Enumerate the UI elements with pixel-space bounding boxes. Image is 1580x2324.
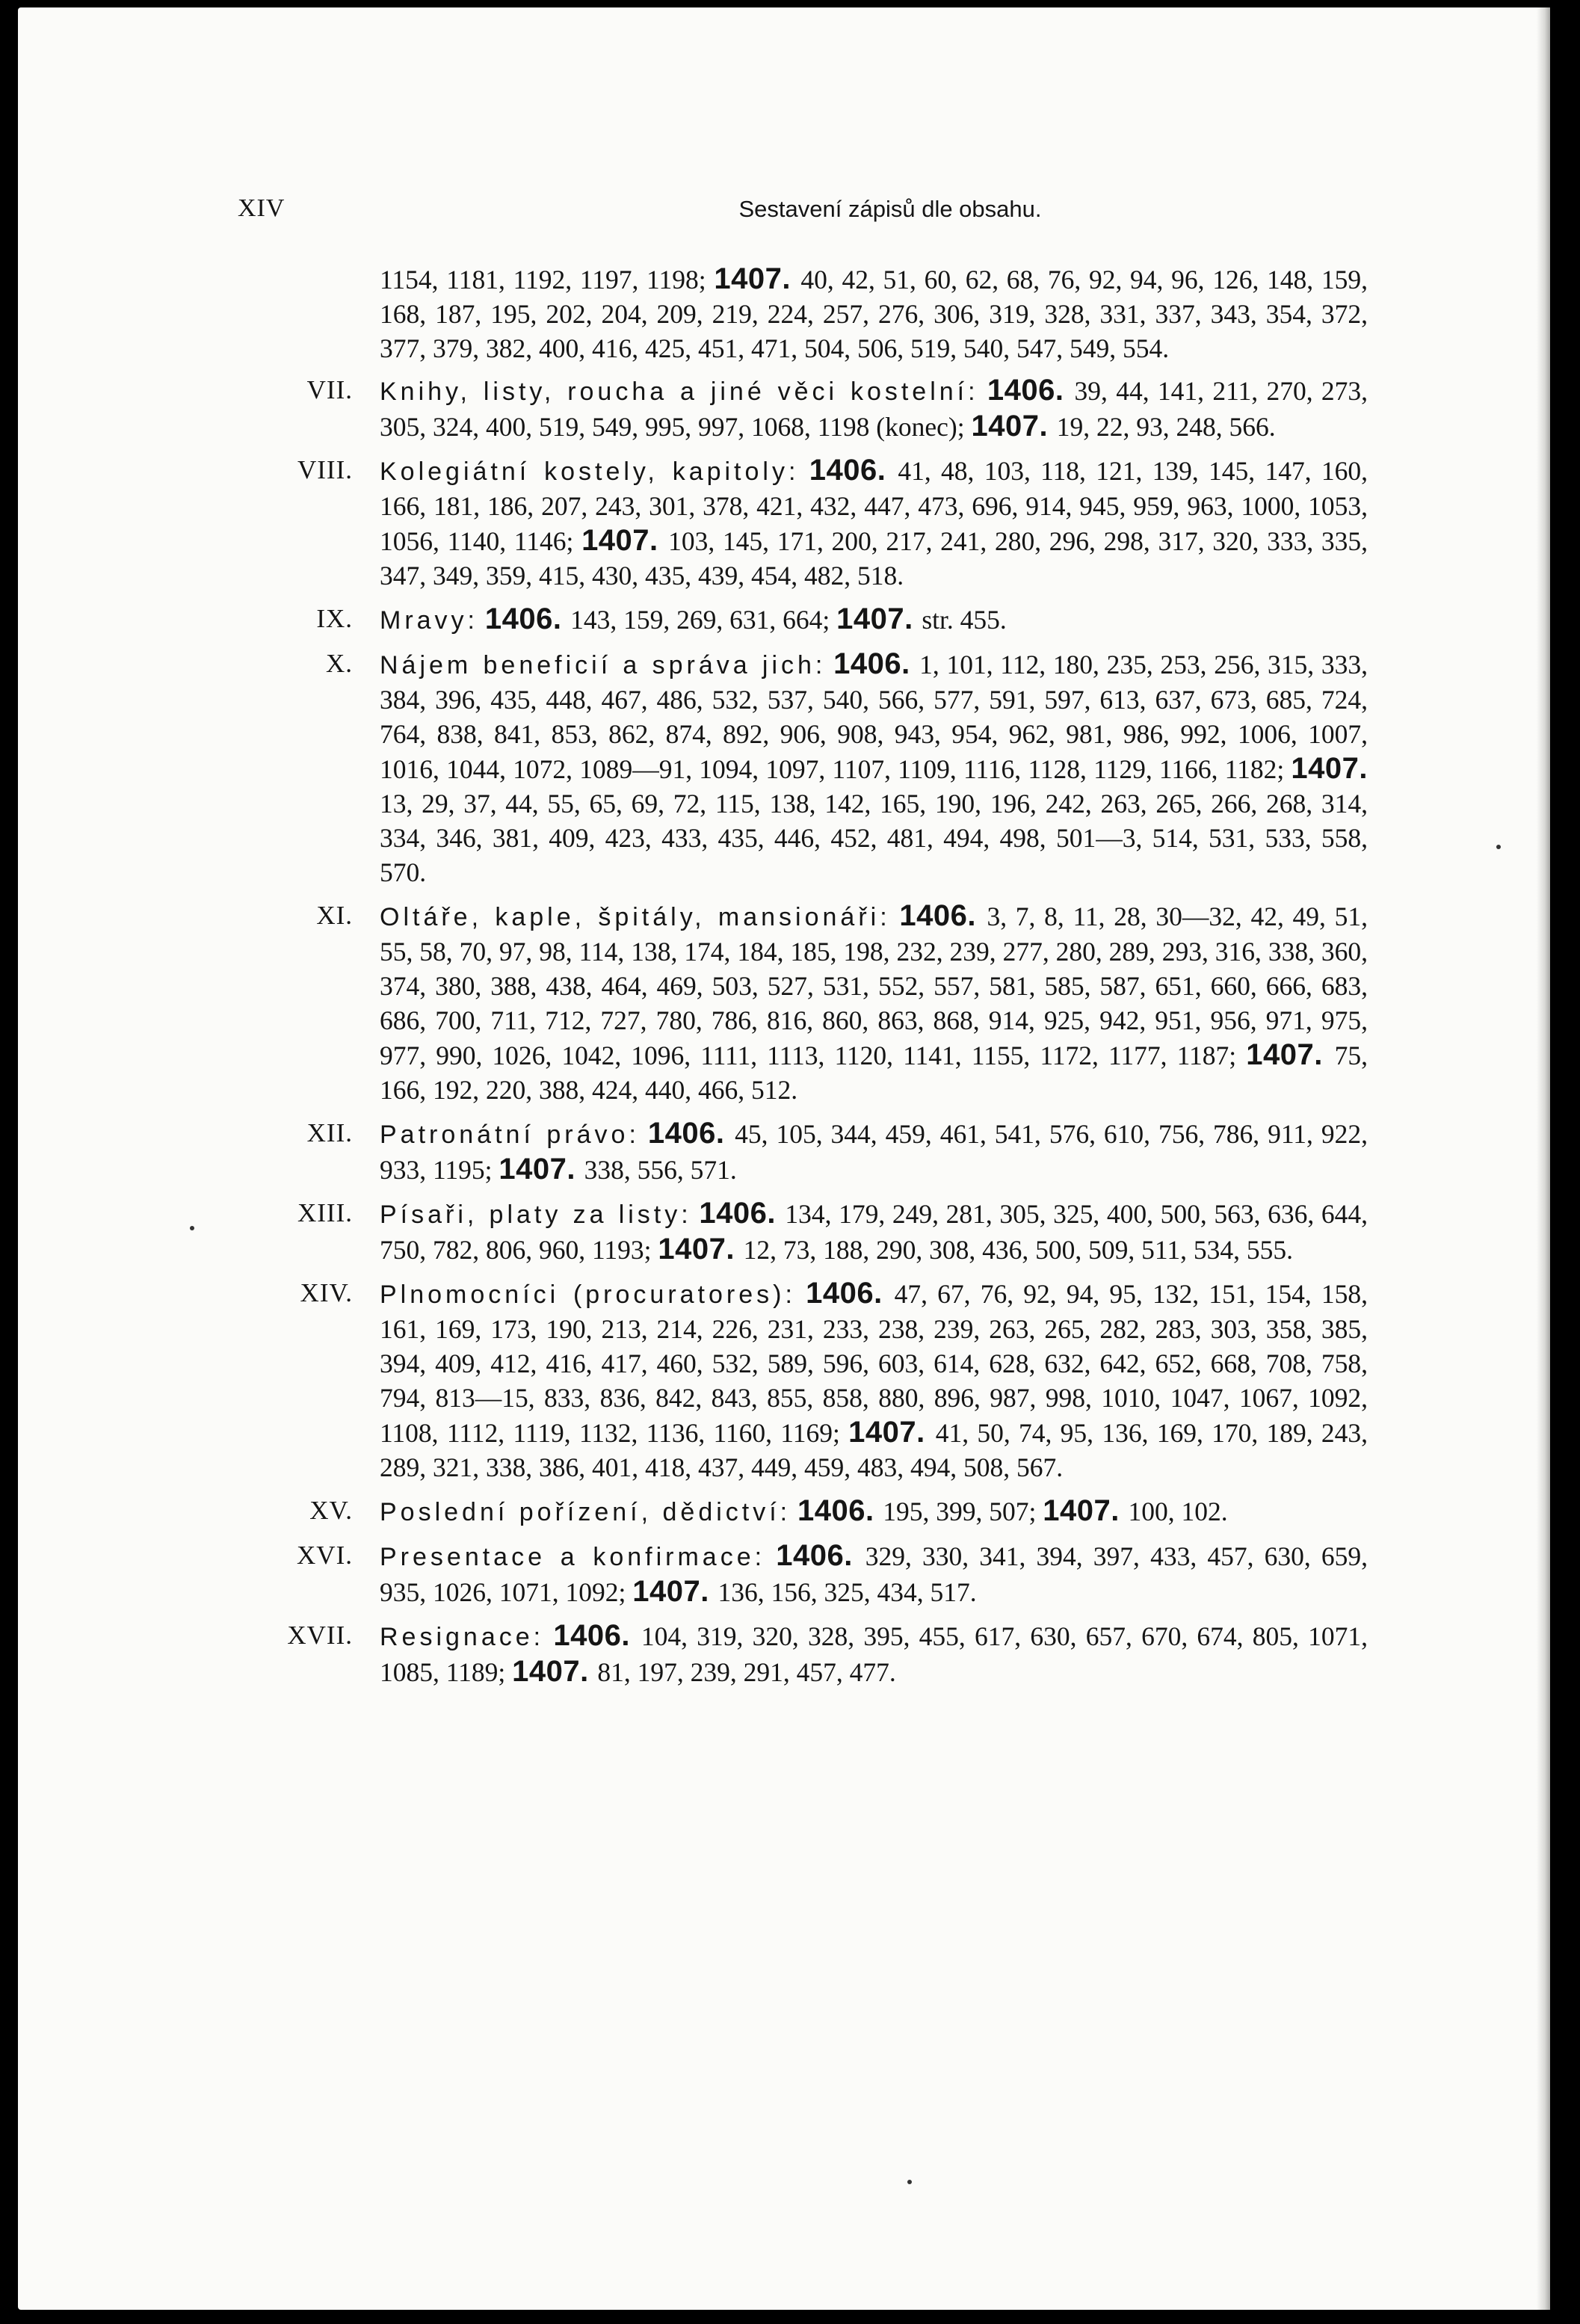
year-label: 1406. bbox=[809, 454, 886, 487]
record-numbers: 143, 159, 269, 631, 664; bbox=[570, 605, 830, 635]
entry-heading: Nájem beneficií a správa jich: bbox=[380, 651, 827, 679]
record-numbers: 40, 42, 51, 60, 62, 68, 76, 92, 94, 96, 126, 148, 159, 168, 187, 195, 202, 204, 209, 219, 224, 257, 276, 306, 319, 328, 331, 337, 343, 354, 372, 377, 379, 382, 400, 416, 425, 451, 471, 504, 506, 519, 540, 547, 549, 554. bbox=[380, 265, 1368, 363]
record-numbers: 81, 197, 239, 291, 457, 477. bbox=[597, 1657, 896, 1687]
record-numbers: 103, 145, 171, 200, 217, 241, 280, 296, 298, 317, 320, 333, 335, 347, 349, 359, 415, 430, 435, 439, 454, 482, 518. bbox=[380, 526, 1368, 591]
entry-roman-numeral: IX. bbox=[316, 604, 353, 633]
index-entry bbox=[242, 899, 1368, 1107]
entry-roman-numeral: XVII. bbox=[287, 1621, 353, 1650]
record-numbers: 104, 319, 320, 328, 395, 455, 617, 630, 657, 670, 674, 805, 1071, 1085, 1189; bbox=[380, 1621, 1368, 1687]
index-entry bbox=[242, 602, 1368, 638]
speck-mark bbox=[190, 1226, 194, 1230]
record-numbers: 12, 73, 188, 290, 308, 436, 500, 509, 511, 534, 555. bbox=[743, 1235, 1293, 1265]
year-label: 1407. bbox=[1043, 1494, 1120, 1527]
entry-heading: Písaři, platy za listy: bbox=[380, 1200, 692, 1229]
index-entry bbox=[242, 1494, 1368, 1529]
year-label: 1407. bbox=[632, 1575, 709, 1608]
entry-roman-numeral: X. bbox=[325, 649, 353, 678]
index-entry bbox=[242, 1196, 1368, 1267]
scanned-page bbox=[18, 7, 1550, 2310]
entry-roman-numeral: XII. bbox=[306, 1118, 353, 1147]
index-entry bbox=[242, 373, 1368, 444]
entry-heading: Poslední pořízení, dědictví: bbox=[380, 1498, 791, 1526]
index-entry bbox=[242, 1116, 1368, 1187]
index-entry bbox=[242, 647, 1368, 890]
entry-heading: Presentace a konfirmace: bbox=[380, 1543, 766, 1571]
record-numbers: 47, 67, 76, 92, 94, 95, 132, 151, 154, 158, 161, 169, 173, 190, 213, 214, 226, 231, 233, 238, 239, 263, 265, 282, 283, 303, 358, 385, 394, 409, 412, 416, 417, 460, 532, 589, 596, 603, 614, 628, 632, 642, 652, 668, 708, 758, 794, 813—15, 833, 836, 842, 843, 855, 858, 880, 896, 987, 998, 1010, 1047, 1067, 1092, 1108, 1112, 1119, 1132, 1136, 1160, 1169; bbox=[380, 1279, 1368, 1448]
record-numbers: 134, 179, 249, 281, 305, 325, 400, 500, 563, 636, 644, 750, 782, 806, 960, 1193; bbox=[380, 1199, 1368, 1265]
record-numbers: 41, 50, 74, 95, 136, 169, 170, 189, 243, 289, 321, 338, 386, 401, 418, 437, 449, 459, 483, 494, 508, 567. bbox=[380, 1418, 1368, 1482]
record-numbers: 1, 101, 112, 180, 235, 253, 256, 315, 333, 384, 396, 435, 448, 467, 486, 532, 537, 540, 566, 577, 591, 597, 613, 637, 673, 685, 724, 764, 838, 841, 853, 862, 874, 892, 906, 908, 943, 954, 962, 981, 986, 992, 1006, 1007, 1016, 1044, 1072, 1089—91, 1094, 1097, 1107, 1109, 1116, 1128, 1129, 1166, 1182; bbox=[380, 650, 1368, 784]
record-numbers: 136, 156, 325, 434, 517. bbox=[718, 1577, 977, 1607]
year-label: 1407. bbox=[512, 1655, 589, 1688]
speck-mark bbox=[1496, 845, 1501, 849]
running-title: Sestavení zápisů dle obsahu. bbox=[738, 196, 1042, 222]
year-label: 1406. bbox=[987, 374, 1064, 407]
entry-roman-numeral: XVI. bbox=[297, 1541, 353, 1570]
index-entry bbox=[242, 453, 1368, 593]
record-numbers: 1154, 1181, 1192, 1197, 1198; bbox=[380, 265, 706, 295]
year-label: 1407. bbox=[848, 1416, 925, 1449]
year-label: 1406. bbox=[553, 1619, 630, 1652]
year-label: 1407. bbox=[499, 1153, 576, 1186]
entry-roman-numeral: VII. bbox=[306, 375, 353, 404]
year-label: 1407. bbox=[581, 524, 658, 557]
entry-roman-numeral: XV. bbox=[309, 1496, 353, 1525]
record-numbers: 195, 399, 507; bbox=[883, 1497, 1037, 1526]
record-numbers: 75, 166, 192, 220, 388, 424, 440, 466, 512. bbox=[380, 1041, 1368, 1105]
index-body bbox=[242, 262, 1368, 1698]
index-entry bbox=[242, 1618, 1368, 1689]
record-numbers: 45, 105, 344, 459, 461, 541, 576, 610, 756, 786, 911, 922, 933, 1195; bbox=[380, 1119, 1368, 1185]
entry-roman-numeral: XIII. bbox=[297, 1198, 353, 1227]
year-label: 1406. bbox=[899, 899, 976, 932]
entry-roman-numeral: XI. bbox=[316, 901, 353, 930]
record-numbers: 39, 44, 141, 211, 270, 273, 305, 324, 400, 519, 549, 995, 997, 1068, 1198 (konec); bbox=[380, 376, 1368, 442]
entry-roman-numeral: XIV. bbox=[300, 1278, 353, 1307]
year-label: 1406. bbox=[833, 647, 910, 680]
record-numbers: 100, 102. bbox=[1128, 1497, 1228, 1526]
speck-mark bbox=[907, 2180, 912, 2184]
record-numbers: 41, 48, 103, 118, 121, 139, 145, 147, 160, 166, 181, 186, 207, 243, 301, 378, 421, 432, 447, 473, 696, 914, 945, 959, 963, 1000, 1053, 1056, 1140, 1146; bbox=[380, 456, 1368, 556]
page-header bbox=[238, 194, 1356, 239]
page-edge-shadow bbox=[1537, 7, 1550, 2310]
index-entry bbox=[242, 1276, 1368, 1485]
year-label: 1407. bbox=[658, 1233, 735, 1266]
entry-heading: Patronátní právo: bbox=[380, 1121, 640, 1149]
year-label: 1406. bbox=[797, 1494, 874, 1527]
year-label: 1407. bbox=[1291, 752, 1368, 785]
entry-heading: Resignace: bbox=[380, 1623, 545, 1651]
record-numbers: 13, 29, 37, 44, 55, 65, 69, 72, 115, 138, 142, 165, 190, 196, 242, 263, 265, 266, 268, 314, 334, 346, 381, 409, 423, 433, 435, 446, 452, 481, 494, 498, 501—3, 514, 531, 533, 558, 570. bbox=[380, 789, 1368, 887]
year-label: 1407. bbox=[836, 602, 913, 635]
year-label: 1406. bbox=[699, 1197, 776, 1230]
year-label: 1406. bbox=[806, 1277, 883, 1310]
entry-heading: Oltáře, kaple, špitály, mansionáři: bbox=[380, 903, 891, 931]
year-label: 1406. bbox=[647, 1117, 725, 1150]
entry-heading: Mravy: bbox=[380, 606, 478, 635]
page-number: XIV bbox=[238, 194, 286, 222]
year-label: 1407. bbox=[714, 262, 791, 295]
year-label: 1406. bbox=[776, 1539, 853, 1572]
entry-roman-numeral: VIII. bbox=[297, 455, 353, 484]
record-numbers: str. 455. bbox=[922, 605, 1007, 635]
record-numbers: 329, 330, 341, 394, 397, 433, 457, 630, 659, 935, 1026, 1071, 1092; bbox=[380, 1541, 1368, 1607]
entry-heading: Plnomocníci (procuratores): bbox=[380, 1280, 796, 1309]
entry-heading: Knihy, listy, roucha a jiné věci kostelní: bbox=[380, 377, 979, 406]
entry-heading: Kolegiátní kostely, kapitoly: bbox=[380, 457, 800, 486]
index-entry-continuation bbox=[242, 262, 1368, 366]
year-label: 1406. bbox=[484, 602, 562, 635]
record-numbers: 338, 556, 571. bbox=[584, 1155, 737, 1185]
record-numbers: 19, 22, 93, 248, 566. bbox=[1056, 412, 1276, 442]
record-numbers: 3, 7, 8, 11, 28, 30—32, 42, 49, 51, 55, 58, 70, 97, 98, 114, 138, 174, 184, 185, 198, 232, 239, 277, 280, 289, 293, 316, 338, 360, 374, 380, 388, 438, 464, 469, 503, 527, 531, 552, 557, 581, 585, 587, 651, 660, 666, 683, 686, 700, 711, 712, 727, 780, 786, 816, 860, 863, 868, 914, 925, 942, 951, 956, 971, 975, 977, 990, 1026, 1042, 1096, 1111, 1113, 1120, 1141, 1155, 1172, 1177, 1187; bbox=[380, 901, 1368, 1070]
year-label: 1407. bbox=[971, 410, 1049, 443]
year-label: 1407. bbox=[1246, 1038, 1323, 1071]
index-entry bbox=[242, 1538, 1368, 1609]
